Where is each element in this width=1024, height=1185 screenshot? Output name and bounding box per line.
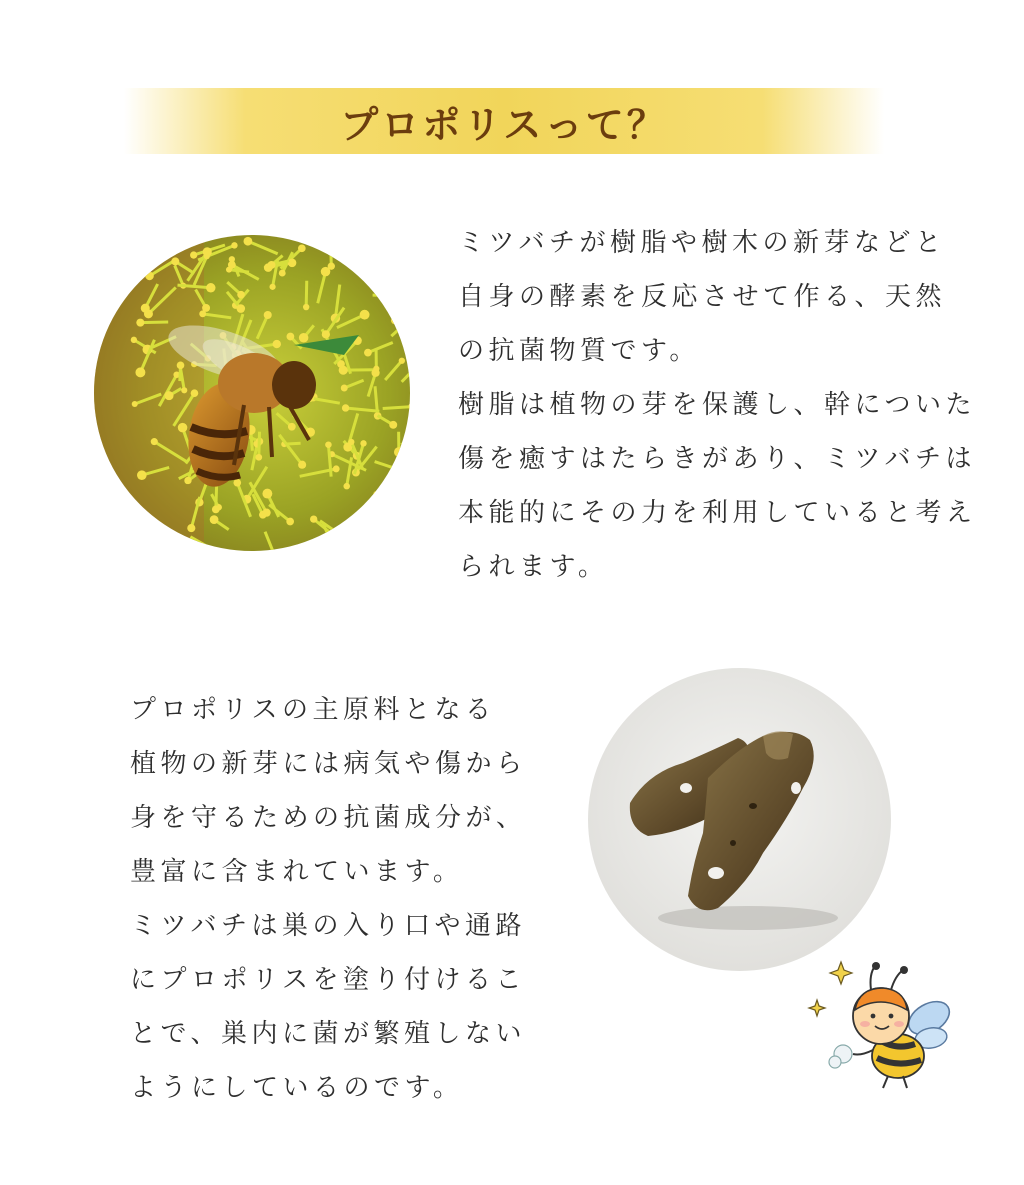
flower-anther <box>403 291 410 301</box>
flower-anther <box>228 261 236 269</box>
flower-anther <box>269 284 275 290</box>
propolis-photo-drawing <box>588 668 891 971</box>
flower-filament <box>184 235 196 245</box>
flower-anther <box>399 358 405 364</box>
raw-material-line: 身を守るための抗菌成分が、 <box>130 803 527 833</box>
flower-anther <box>310 515 317 522</box>
flower-anther <box>255 454 262 461</box>
flower-anther <box>322 330 330 338</box>
flower-anther <box>333 465 340 472</box>
flower-anther <box>341 385 348 392</box>
flower-filament <box>373 295 409 296</box>
flower-filament <box>380 272 390 285</box>
flower-anther <box>237 291 245 299</box>
flower-anther <box>187 524 195 532</box>
raw-material-line: 豊富に含まれています。 <box>130 857 464 887</box>
intro-line: 樹脂は植物の芽を保護し、幹についた <box>458 390 976 420</box>
flower-anther <box>137 470 147 480</box>
flower-filament <box>396 497 410 523</box>
flower-anther <box>360 310 370 320</box>
flower-anther <box>190 251 197 258</box>
flower-anther <box>264 311 272 319</box>
flower-anther <box>210 515 219 524</box>
flower-filament <box>140 322 168 323</box>
flower-anther <box>389 421 397 429</box>
flower-anther <box>141 304 150 313</box>
flower-anther <box>184 477 191 484</box>
flower-anther <box>231 242 237 248</box>
flower-filament <box>402 443 410 469</box>
flower-anther <box>181 387 187 393</box>
raw-material-line: プロポリスの主原料となる <box>130 695 496 725</box>
bee-on-flower-photo <box>94 235 410 551</box>
flower-anther <box>233 479 241 487</box>
flower-anther <box>288 423 296 431</box>
flower-anther <box>202 304 210 312</box>
flower-anther <box>212 506 220 514</box>
flower-anther <box>333 246 340 253</box>
propolis-lump-photo <box>588 668 891 971</box>
bee-photo-drawing <box>94 235 410 551</box>
flower-anther <box>244 237 253 246</box>
flower-anther <box>136 319 144 327</box>
flower-anther <box>288 258 297 267</box>
raw-material-paragraph <box>130 683 527 1115</box>
flower-anther <box>373 491 380 498</box>
flower-anther <box>165 391 174 400</box>
flower-anther <box>298 245 306 253</box>
flower-anther <box>343 483 350 490</box>
raw-material-line: ミツバチは巣の入り口や通路 <box>130 911 526 941</box>
flower-filament <box>395 476 410 484</box>
flower-filament <box>318 247 337 249</box>
flower-anther <box>204 253 210 259</box>
intro-line: 傷を癒すはたらきがあり、ミツバチは <box>458 444 976 474</box>
raw-material-line: とで、巣内に菌が繁殖しない <box>130 1019 526 1049</box>
flower-anther <box>151 438 158 445</box>
flower-anther <box>279 270 286 277</box>
flower-anther <box>391 317 399 325</box>
flower-anther <box>393 465 401 473</box>
flower-anther <box>145 272 154 281</box>
flower-anther <box>325 441 332 448</box>
intro-line: られます。 <box>458 552 609 582</box>
flower-anther <box>135 367 145 377</box>
intro-line: 本能的にその力を利用していると考え <box>458 498 977 528</box>
flower-filament <box>306 281 307 307</box>
flower-filament <box>399 247 410 264</box>
flower-anther <box>298 461 306 469</box>
intro-line: の抗菌物質です。 <box>458 336 700 366</box>
flower-anther <box>394 447 404 457</box>
flower-anther <box>303 304 309 310</box>
flower-anther <box>262 489 272 499</box>
flower-anther <box>286 518 294 526</box>
flower-anther <box>268 261 276 269</box>
flower-anther <box>348 439 354 445</box>
flower-filament <box>351 542 371 551</box>
flower-anther <box>342 404 349 411</box>
flower-filament <box>400 324 410 336</box>
raw-material-line: 植物の新芽には病気や傷から <box>130 749 527 779</box>
section-title: プロポリスって？ <box>340 102 668 147</box>
flower-anther <box>171 257 179 265</box>
flower-anther <box>339 366 348 375</box>
flower-anther <box>177 362 185 370</box>
flower-filament <box>259 432 260 458</box>
flower-anther <box>364 349 372 357</box>
section-title-band <box>124 88 884 154</box>
flower-anther <box>321 267 330 276</box>
flower-anther <box>132 401 138 407</box>
raw-material-line: ようにしているのです。 <box>130 1073 464 1103</box>
flower-anther <box>178 423 187 432</box>
flower-anther <box>360 440 366 446</box>
intro-line: 自身の酵素を反応させて作る、天然 <box>458 282 947 312</box>
flower-anther <box>273 340 281 348</box>
flower-anther <box>299 333 309 343</box>
flower-filament <box>383 407 410 409</box>
flower-anther <box>180 235 188 238</box>
flower-anther <box>286 333 294 341</box>
flower-anther <box>262 508 270 516</box>
intro-paragraph <box>458 216 977 594</box>
flower-anther <box>377 281 384 288</box>
flower-filament <box>404 249 410 252</box>
flower-anther <box>206 283 215 292</box>
raw-material-line: にプロポリスを塗り付けるこ <box>130 965 526 995</box>
flower-anther <box>331 527 340 536</box>
bee-mascot-illustration <box>803 958 955 1092</box>
flower-anther <box>131 337 137 343</box>
flower-anther <box>191 389 199 397</box>
flower-anther <box>237 304 246 313</box>
flower-anther <box>371 369 379 377</box>
intro-line: ミツバチが樹脂や樹木の新芽などと <box>458 228 946 258</box>
